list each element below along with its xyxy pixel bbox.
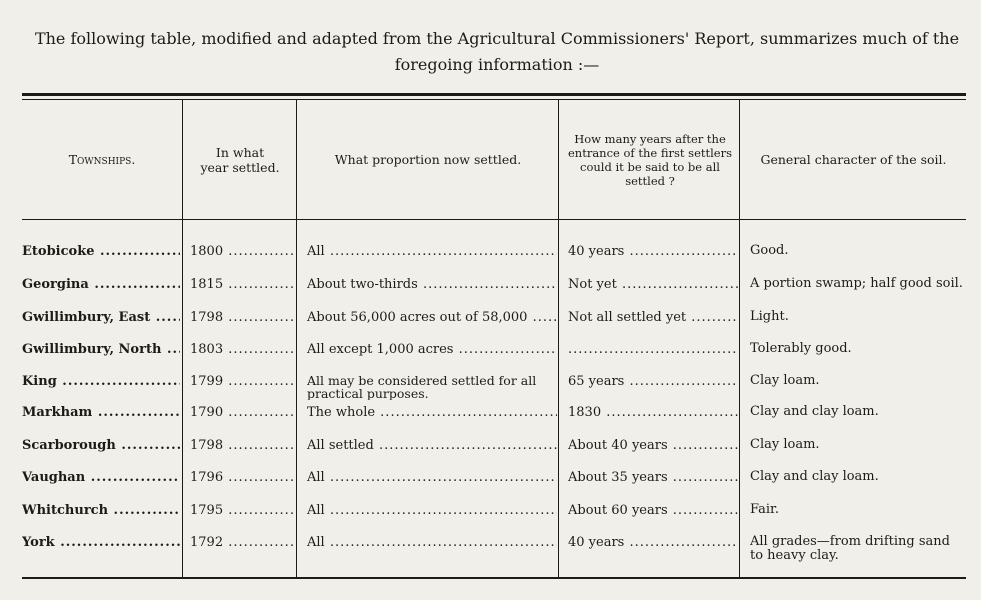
- cell-years-after: 65 years .....: [568, 374, 738, 389]
- cell-soil: All grades—from drifting sand to heavy clay.: [750, 535, 950, 563]
- cell-township: Georgina .....: [22, 277, 180, 292]
- cell-soil: Light.: [750, 310, 789, 324]
- cell-proportion: All may be considered settled for all practical purposes.: [307, 374, 537, 400]
- cell-township: York .....: [22, 535, 180, 550]
- table-row: [22, 310, 966, 342]
- header-bottom-rule: [22, 219, 966, 220]
- header-soil-text: General character of the soil.: [760, 152, 947, 167]
- table-row: [22, 438, 966, 470]
- header-townships: [22, 100, 182, 219]
- cell-proportion: About 56,000 acres out of 58,000 .....: [307, 310, 557, 325]
- cell-years-after: Not all settled yet .....: [568, 310, 738, 325]
- table-row: [22, 277, 966, 309]
- cell-year: 1798 .....: [190, 438, 294, 453]
- cell-proportion: The whole .....: [307, 405, 557, 420]
- cell-proportion: All .....: [307, 503, 557, 518]
- header-soil: [741, 100, 966, 219]
- cell-soil: Fair.: [750, 503, 779, 517]
- cell-year: 1803 .....: [190, 342, 294, 357]
- cell-years-after: [568, 342, 738, 357]
- cell-township: Markham .....: [22, 405, 180, 420]
- cell-year: 1798 .....: [190, 310, 294, 325]
- table-row: [22, 244, 966, 276]
- cell-township: Etobicoke .....: [22, 244, 180, 259]
- cell-year: 1800 .....: [190, 244, 294, 259]
- table-row: [22, 470, 966, 502]
- cell-years-after: About 35 years .....: [568, 470, 738, 485]
- cell-years-after: About 40 years .....: [568, 438, 738, 453]
- table-row: [22, 535, 966, 567]
- table-bottom-rule: [22, 577, 966, 579]
- cell-township: King .....: [22, 374, 180, 389]
- header-year-text: In what year settled.: [200, 144, 280, 175]
- cell-proportion: All settled .....: [307, 438, 557, 453]
- cell-year: 1795 .....: [190, 503, 294, 518]
- cell-soil: Clay and clay loam.: [750, 470, 879, 484]
- cell-soil: Clay loam.: [750, 374, 820, 388]
- cell-soil: Tolerably good.: [750, 342, 852, 356]
- cell-years-after: Not yet .....: [568, 277, 738, 292]
- cell-township: Gwillimbury, North .....: [22, 342, 180, 357]
- header-proportion-text: What proportion now settled.: [334, 152, 522, 167]
- cell-soil: Clay loam.: [750, 438, 820, 452]
- cell-township: Vaughan .....: [22, 470, 180, 485]
- table-row: [22, 374, 966, 406]
- cell-proportion: All .....: [307, 535, 557, 550]
- cell-years-after: 40 years .....: [568, 535, 738, 550]
- cell-years-after: 1830 .....: [568, 405, 738, 420]
- cell-soil: Clay and clay loam.: [750, 405, 879, 419]
- cell-township: Gwillimbury, East .....: [22, 310, 180, 325]
- cell-soil: A portion swamp; half good soil.: [750, 277, 963, 291]
- intro-paragraph: The following table, modified and adapted from the Agricultural Commissioners' Report, summarizes much of the foregoing information :—: [34, 29, 960, 74]
- cell-year: 1796 .....: [190, 470, 294, 485]
- cell-proportion: About two-thirds .....: [307, 277, 557, 292]
- header-proportion: [298, 100, 558, 219]
- header-years-after: [562, 100, 738, 219]
- header-townships-text: Townships.: [68, 152, 136, 167]
- table-row: [22, 503, 966, 535]
- cell-township: Whitchurch .....: [22, 503, 180, 518]
- header-year: [184, 100, 296, 219]
- cell-year: 1790 .....: [190, 405, 294, 420]
- cell-year: 1799 .....: [190, 374, 294, 389]
- cell-proportion: All except 1,000 acres .....: [307, 342, 557, 357]
- table-row: [22, 342, 966, 374]
- cell-township: Scarborough .....: [22, 438, 180, 453]
- header-years-after-text: How many years after the entrance of the first settlers could it be said to be all settled ?: [568, 131, 732, 188]
- cell-years-after: 40 years .....: [568, 244, 738, 259]
- cell-year: 1815 .....: [190, 277, 294, 292]
- cell-proportion: All .....: [307, 244, 557, 259]
- table-top-rule-thick: [22, 93, 966, 96]
- cell-years-after: About 60 years .....: [568, 503, 738, 518]
- cell-year: 1792 .....: [190, 535, 294, 550]
- cell-proportion: All .....: [307, 470, 557, 485]
- cell-soil: Good.: [750, 244, 789, 258]
- table-row: [22, 405, 966, 437]
